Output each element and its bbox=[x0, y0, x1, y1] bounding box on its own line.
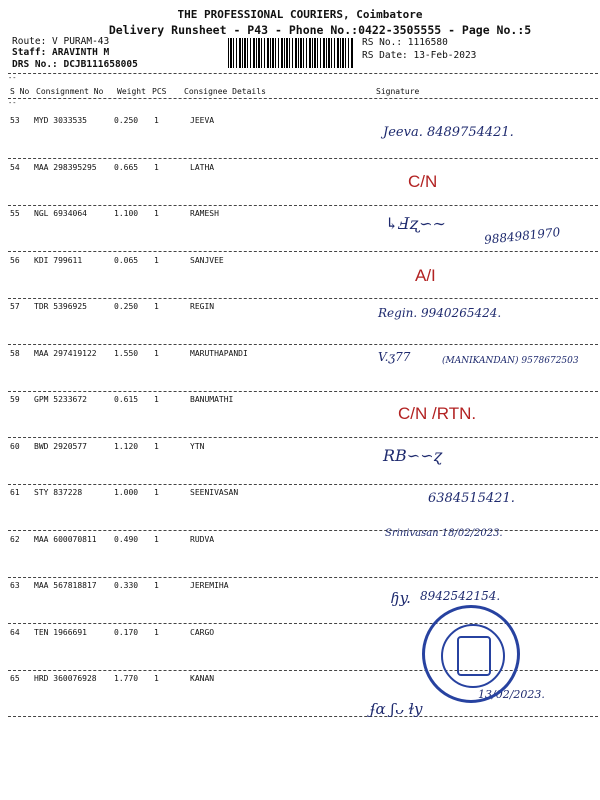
row-pcs: 1 bbox=[154, 627, 159, 637]
col-consignment: Consignment No bbox=[36, 87, 104, 96]
row-divider bbox=[8, 484, 598, 485]
row-pcs: 1 bbox=[154, 395, 159, 404]
divider bbox=[8, 73, 598, 74]
row-divider bbox=[8, 437, 598, 438]
row-weight: 1.770 bbox=[114, 674, 139, 683]
drs-number: DRS No.: DCJB111658005 bbox=[12, 59, 138, 70]
row-consignee: CARGO bbox=[190, 627, 215, 637]
row-consignment: GPM 5233672 bbox=[34, 395, 87, 404]
row-pcs: 1 bbox=[154, 581, 159, 590]
row-consignment: MAA 567818817 bbox=[34, 581, 97, 590]
row-divider bbox=[8, 205, 598, 206]
row-divider bbox=[8, 344, 598, 345]
row-weight: 0.250 bbox=[114, 116, 139, 125]
row-pcs: 1 bbox=[154, 441, 159, 451]
row-weight: 0.665 bbox=[114, 162, 139, 172]
row-pcs: 1 bbox=[154, 255, 159, 265]
signature-row-57: Regin. 9940265424. bbox=[378, 306, 502, 320]
company-title: THE PROFESSIONAL COURIERS, Coimbatore bbox=[177, 8, 423, 21]
row-divider bbox=[8, 716, 598, 717]
row-consignee: SANJVEE bbox=[190, 255, 224, 265]
signature-row-59: C/N /RTN. bbox=[398, 404, 477, 423]
row-sno: 54 bbox=[10, 162, 20, 172]
signature-scribble-63: ɧy. bbox=[390, 589, 411, 607]
row-weight: 1.550 bbox=[114, 348, 139, 358]
row-consignment: MAA 600070811 bbox=[34, 534, 97, 544]
rs-number: RS No.: 1116580 bbox=[362, 37, 448, 48]
row-consignment: BWD 2920577 bbox=[34, 441, 87, 451]
row-consignment: MYD 3033535 bbox=[34, 116, 87, 125]
row-consignment: MAA 298395295 bbox=[34, 162, 97, 172]
signature-row-65: 13/02/2023. bbox=[478, 688, 545, 701]
divider bbox=[8, 98, 598, 99]
row-consignment: KDI 799611 bbox=[34, 255, 83, 265]
row-consignment: TEN 1966691 bbox=[34, 627, 87, 637]
row-weight: 0.490 bbox=[114, 534, 139, 544]
row-consignee: LATHA bbox=[190, 162, 215, 172]
row-consignment: NGL 6934064 bbox=[34, 209, 87, 218]
row-pcs: 1 bbox=[154, 302, 159, 311]
row-consignment: STY 837228 bbox=[34, 488, 83, 497]
runsheet-subtitle: Delivery Runsheet - P43 - Phone No.:0422-3505555 - Page No.:5 bbox=[108, 23, 532, 37]
signature-row-54: C/N bbox=[408, 172, 438, 191]
row-divider bbox=[8, 158, 598, 159]
row-weight: 0.250 bbox=[114, 302, 139, 311]
row-sno: 61 bbox=[10, 488, 20, 497]
row-consignee: SEENIVASAN bbox=[190, 488, 239, 497]
row-sno: 59 bbox=[10, 395, 20, 404]
signature-scribble-65: ʄɑ ʃᴗ ɫy bbox=[370, 700, 423, 718]
col-sno: S No bbox=[10, 87, 30, 96]
row-weight: 0.615 bbox=[114, 395, 139, 404]
signature-row-61: 6384515421. bbox=[428, 491, 515, 506]
dash-mark: -- bbox=[8, 74, 17, 82]
row-consignee: RUDVA bbox=[190, 534, 215, 544]
row-sno: 53 bbox=[10, 116, 20, 125]
row-divider bbox=[8, 391, 598, 392]
signature-scribble-60: RB∽∽ɀ bbox=[383, 446, 443, 465]
signature-row-56: A/I bbox=[415, 266, 436, 285]
row-consignee: YTN bbox=[190, 441, 205, 451]
row-pcs: 1 bbox=[154, 348, 159, 358]
row-divider bbox=[8, 577, 598, 578]
row-divider bbox=[8, 251, 598, 252]
signature-scribble-55: ↳Ⅎʐ∽∼ bbox=[385, 214, 446, 233]
row-pcs: 1 bbox=[154, 162, 159, 172]
row-sno: 55 bbox=[10, 209, 20, 218]
row-pcs: 1 bbox=[154, 209, 159, 218]
row-sno: 62 bbox=[10, 534, 20, 544]
row-divider bbox=[8, 298, 598, 299]
row-pcs: 1 bbox=[154, 116, 159, 125]
dash-mark: -- bbox=[8, 99, 17, 107]
signature-row-55: 9884981970 bbox=[483, 225, 561, 247]
rs-date: RS Date: 13-Feb-2023 bbox=[362, 50, 477, 61]
signature-row-62: Srinivasan 18/02/2023. bbox=[385, 528, 503, 539]
office-seal-stamp bbox=[422, 605, 520, 703]
route-label: Route: V PURAM-43 bbox=[12, 36, 110, 47]
signature-scribble-58: V.ʒ77 bbox=[378, 350, 411, 364]
row-pcs: 1 bbox=[154, 674, 159, 683]
row-pcs: 1 bbox=[154, 488, 159, 497]
row-weight: 0.065 bbox=[114, 255, 139, 265]
row-sno: 56 bbox=[10, 255, 20, 265]
row-weight: 1.100 bbox=[114, 209, 139, 218]
row-sno: 65 bbox=[10, 674, 20, 683]
row-weight: 1.000 bbox=[114, 488, 139, 497]
row-sno: 63 bbox=[10, 581, 20, 590]
row-consignee: KANAN bbox=[190, 674, 215, 683]
signature-row-53: Jeeva. 8489754421. bbox=[383, 125, 514, 140]
row-consignee: MARUTHAPANDI bbox=[190, 348, 248, 358]
barcode-icon bbox=[228, 38, 354, 68]
row-sno: 64 bbox=[10, 627, 20, 637]
row-sno: 58 bbox=[10, 348, 20, 358]
row-consignee: JEEVA bbox=[190, 116, 215, 125]
row-consignee: RAMESH bbox=[190, 209, 219, 218]
row-consignee: BANUMATHI bbox=[190, 395, 234, 404]
row-consignment: TDR 5396925 bbox=[34, 302, 87, 311]
col-weight: Weight bbox=[117, 87, 146, 96]
row-consignee: REGIN bbox=[190, 302, 215, 311]
signature-row-58: (MANIKANDAN) 9578672503 bbox=[442, 356, 579, 366]
row-sno: 57 bbox=[10, 302, 20, 311]
col-signature: Signature bbox=[376, 87, 420, 96]
row-weight: 0.330 bbox=[114, 581, 139, 590]
row-weight: 0.170 bbox=[114, 627, 139, 637]
row-consignment: HRD 360076928 bbox=[34, 674, 97, 683]
signature-row-63: 8942542154. bbox=[420, 589, 501, 603]
row-consignment: MAA 297419122 bbox=[34, 348, 97, 358]
col-pcs: PCS bbox=[152, 87, 167, 96]
row-sno: 60 bbox=[10, 441, 20, 451]
col-consignee: Consignee Details bbox=[184, 87, 266, 96]
staff-label: Staff: ARAVINTH M bbox=[12, 47, 110, 58]
row-pcs: 1 bbox=[154, 534, 159, 544]
row-consignee: JEREMIHA bbox=[190, 581, 229, 590]
row-weight: 1.120 bbox=[114, 441, 139, 451]
